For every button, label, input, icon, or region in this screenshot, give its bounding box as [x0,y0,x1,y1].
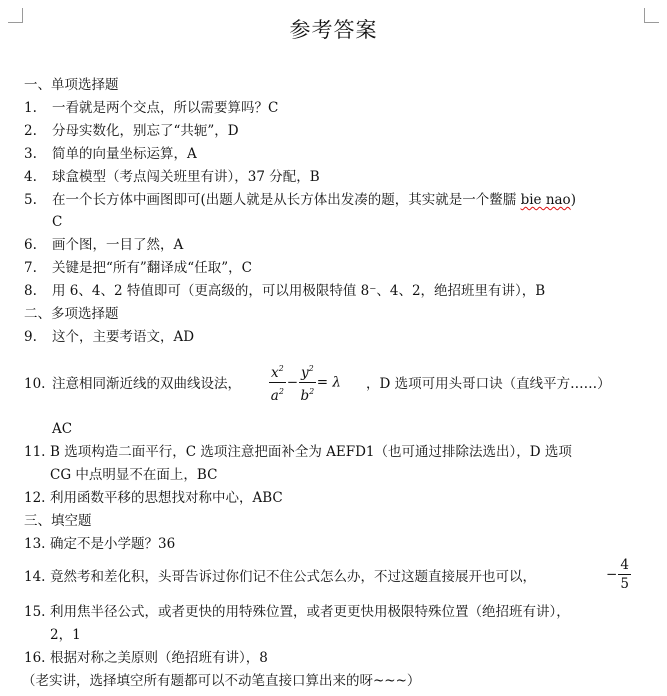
item-number: 5. [24,192,37,208]
item-number: 6. [24,237,37,253]
item-text: 画个图，一目了然，A [52,237,184,253]
item-text: 一看就是两个交点，所以需要算吗？C [52,100,279,116]
item-number: 2. [24,123,37,139]
item-text: 关键是把“所有”翻译成“任取”，C [52,260,252,276]
fraction-answer: − $\frac{4}{5}$ [606,557,629,592]
section-heading-fill-in: 三、填空题 [24,513,92,529]
fraction-y2-b2: $\frac{y^2}{b^2}$ [299,360,316,405]
pinyin-note: bie nao [520,192,571,208]
item-number: 1. [24,100,37,116]
item-number: 12. [24,490,46,506]
footer-note: （老实讲，选择填空所有题都可以不动笔直接口算出来的呀~~~） [22,673,421,689]
item-number: 11. [24,444,46,460]
item-text-tail: ，D 选项可用头哥口诀（直线平方……） [366,376,611,392]
item-number: 9. [24,329,37,345]
hyperbola-formula: $\frac{x^2}{a^2}$ − $\frac{y^2}{b^2}$ = λ [268,360,341,405]
fraction-x2-a2: $\frac{x^2}{a^2}$ [269,360,286,405]
item-number: 10. [24,376,46,392]
item-text: C [52,214,63,230]
item-text: B 选项构造二面平行，C 选项注意把面补全为 AEFD1（也可通过排除法选出），D 选项 [50,444,572,460]
section-heading-multiple-choice: 二、多项选择题 [24,306,119,322]
item-text: 竟然考和差化积，头哥告诉过你们记不住公式怎么办，不过这题直接展开也可以， [50,569,536,585]
item-text: 注意相同渐近线的双曲线设法， [52,376,241,392]
item-text: 利用函数平移的思想找对称中心，ABC [50,490,283,506]
item-text: 利用焦半径公式，或者更快的用特殊位置，或者更更快用极限特殊位置（绝招班有讲）， [50,604,570,620]
item-text: 这个，主要考语文，AD [52,329,195,345]
item-number: 13. [24,536,46,552]
item-number: 3. [24,146,37,162]
item-number: 7. [24,260,37,276]
item-number: 4. [24,169,37,185]
item-text: AC [52,421,73,437]
item-text: 2，1 [50,627,81,643]
page-title: 参考答案 [289,18,378,42]
item-number: 16. [24,650,46,666]
item-number: 15. [24,604,46,620]
item-text: 球盒模型（考点闯关班里有讲），37 分配，B [52,169,320,185]
item-text: 分母实数化，别忘了“共轭”，D [52,123,239,139]
item-text: 确定不是小学题？36 [50,536,176,552]
item-text: 用 6、4、2 特值即可（更高级的，可以用极限特值 8⁻、4、2，绝招班里有讲），B [52,283,546,299]
item-text: 根据对称之美原则（绝招班有讲），8 [50,650,268,666]
fraction-4-5: $\frac{4}{5}$ [620,557,629,592]
item-text: 简单的向量坐标运算，A [52,146,197,162]
item-number: 8. [24,283,37,299]
item-number: 14. [24,569,46,585]
section-heading-single-choice: 一、单项选择题 [24,77,119,93]
item-text: 在一个长方体中画图即可(出题人就是从长方体出发凑的题，其实就是一个鳖臑 bie nao) [52,192,576,208]
item-text: CG 中点明显不在面上，BC [50,467,218,483]
